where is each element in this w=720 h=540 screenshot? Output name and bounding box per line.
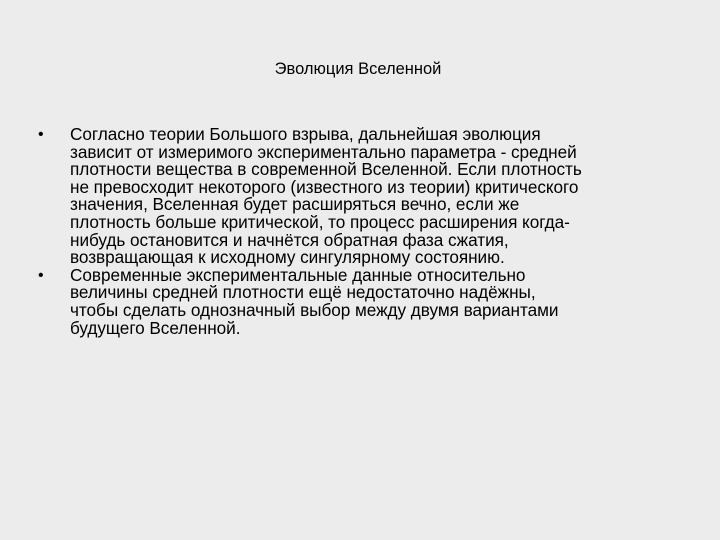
bullet-2-line-3: чтобы сделать однозначный выбор между двумя вариантами bbox=[70, 299, 559, 320]
bullet-dot-icon: • bbox=[38, 126, 44, 143]
bullet-2-line-1: Современные экспериментальные данные относительно bbox=[70, 264, 526, 285]
bullet-1-line-6: плотность больше критической, то процесс расширения когда- bbox=[70, 211, 570, 232]
bullet-item-2 bbox=[38, 264, 678, 338]
bullet-item-1 bbox=[38, 126, 678, 267]
bullet-1-line-2: зависит от измеримого экспериментально параметра - средней bbox=[70, 141, 577, 162]
bullet-1-line-7: нибудь остановится и начнётся обратная фаза сжатия, bbox=[70, 229, 509, 250]
slide-title-text: Эволюция Вселенной bbox=[274, 60, 442, 78]
bullet-1-line-8: возвращающая к исходному сингулярному состоянию. bbox=[70, 247, 505, 268]
slide-title bbox=[0, 59, 720, 79]
bullet-1-line-3: плотности вещества в современной Вселенной. Если плотность bbox=[70, 159, 582, 180]
bullet-2-line-4: будущего Вселенной. bbox=[70, 317, 241, 338]
bullet-2-line-2: величины средней плотности ещё недостаточно надёжны, bbox=[70, 282, 536, 303]
bullet-dot-icon: • bbox=[38, 266, 44, 284]
bullet-1-line-5: значения, Вселенная будет расширяться вечно, если же bbox=[70, 194, 520, 215]
bullet-1-line-4: не превосходит некоторого (известного из теории) критического bbox=[70, 176, 579, 197]
bullet-list bbox=[38, 126, 678, 337]
bullet-1-line-1: Согласно теории Большого взрыва, дальнейшая эволюция bbox=[70, 124, 541, 144]
